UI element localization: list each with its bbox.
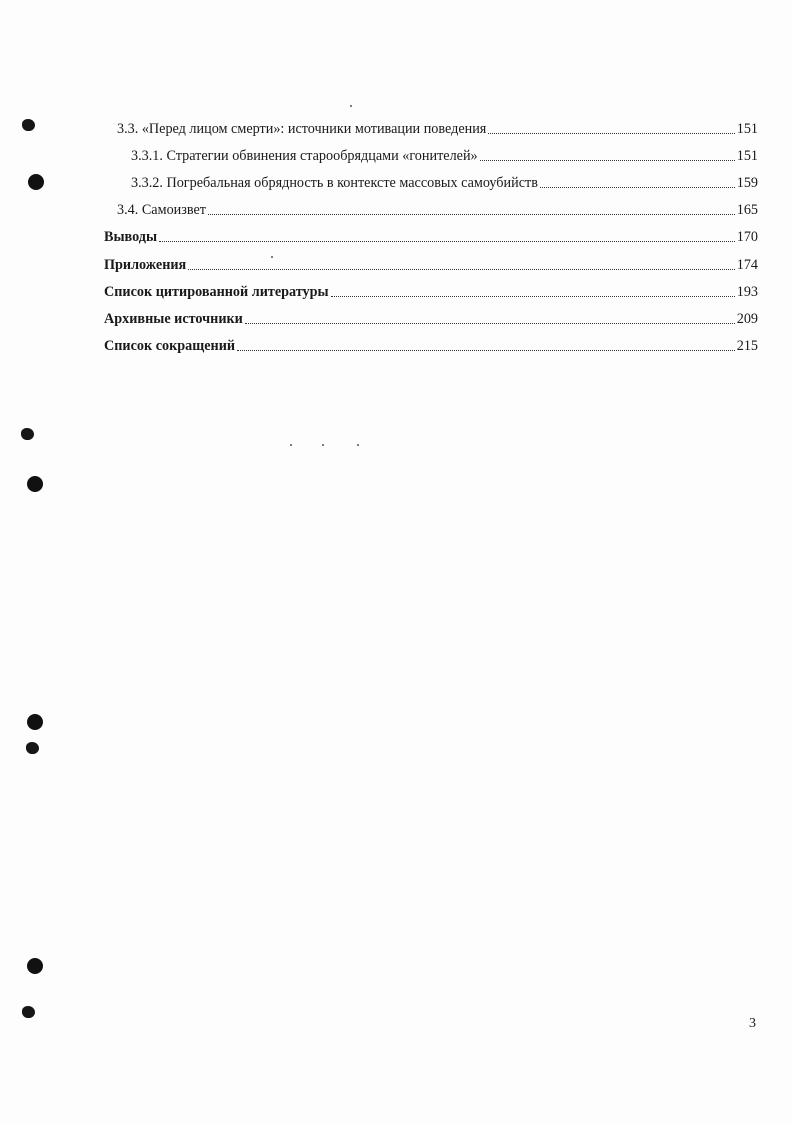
toc-leader-dots (188, 268, 734, 270)
toc-leader-dots (540, 186, 735, 188)
punch-hole (28, 174, 44, 190)
punch-hole-mark (26, 742, 39, 754)
scan-speck (290, 444, 292, 446)
toc-entry-title: Список цитированной литературы (104, 284, 329, 300)
toc-entry-page: 174 (736, 257, 758, 273)
toc-entry-title: 3.3.1. Стратегии обвинения старообрядцами «гонителей» (131, 148, 478, 164)
toc-entry-title: Архивные источники (104, 311, 243, 327)
toc-entry-title: 3.3. «Перед лицом смерти»: источники мотивации поведения (117, 121, 487, 137)
toc-leader-dots (245, 322, 735, 324)
toc-entry-page: 209 (736, 311, 758, 327)
toc-entry-page: 215 (736, 338, 758, 354)
punch-hole-mark (22, 119, 35, 131)
scan-speck (350, 105, 352, 107)
punch-hole-mark (21, 428, 34, 440)
punch-hole (27, 958, 43, 974)
toc-entry[interactable] (104, 309, 758, 329)
scan-speck (357, 444, 359, 446)
toc-entry[interactable] (104, 227, 758, 247)
toc-leader-dots (237, 349, 735, 351)
toc-entry[interactable] (117, 119, 758, 139)
toc-entry[interactable] (131, 173, 758, 193)
toc-entry-title: 3.4. Самоизвет (117, 202, 206, 218)
toc-entry-page: 151 (736, 148, 758, 164)
scan-speck (322, 444, 324, 446)
toc-leader-dots (331, 295, 735, 297)
toc-entry-title: Выводы (104, 229, 158, 245)
toc-entry-title: Список сокращений (104, 338, 236, 354)
toc-entry[interactable] (104, 336, 758, 356)
toc-entry-page: 151 (736, 121, 758, 137)
toc-entry-title: 3.3.2. Погребальная обрядность в контексте массовых самоубийств (131, 175, 538, 191)
punch-hole-mark (22, 1006, 35, 1018)
toc-entry-page: 159 (736, 175, 758, 191)
toc-entry[interactable] (117, 200, 758, 220)
punch-hole (27, 714, 43, 730)
toc-entry[interactable] (131, 146, 758, 166)
toc-entry-title: Приложения (104, 257, 187, 273)
toc-leader-dots (480, 159, 735, 161)
toc-entry-page: 170 (736, 229, 758, 245)
toc-entry[interactable] (104, 282, 758, 302)
toc-entry-page: 165 (736, 202, 758, 218)
toc-leader-dots (208, 213, 735, 215)
punch-hole (27, 476, 43, 492)
toc-leader-dots (488, 132, 734, 134)
toc-leader-dots (159, 240, 735, 242)
toc-entry[interactable] (104, 255, 758, 275)
toc-entry-page: 193 (736, 284, 758, 300)
page-number: 3 (749, 1016, 756, 1031)
